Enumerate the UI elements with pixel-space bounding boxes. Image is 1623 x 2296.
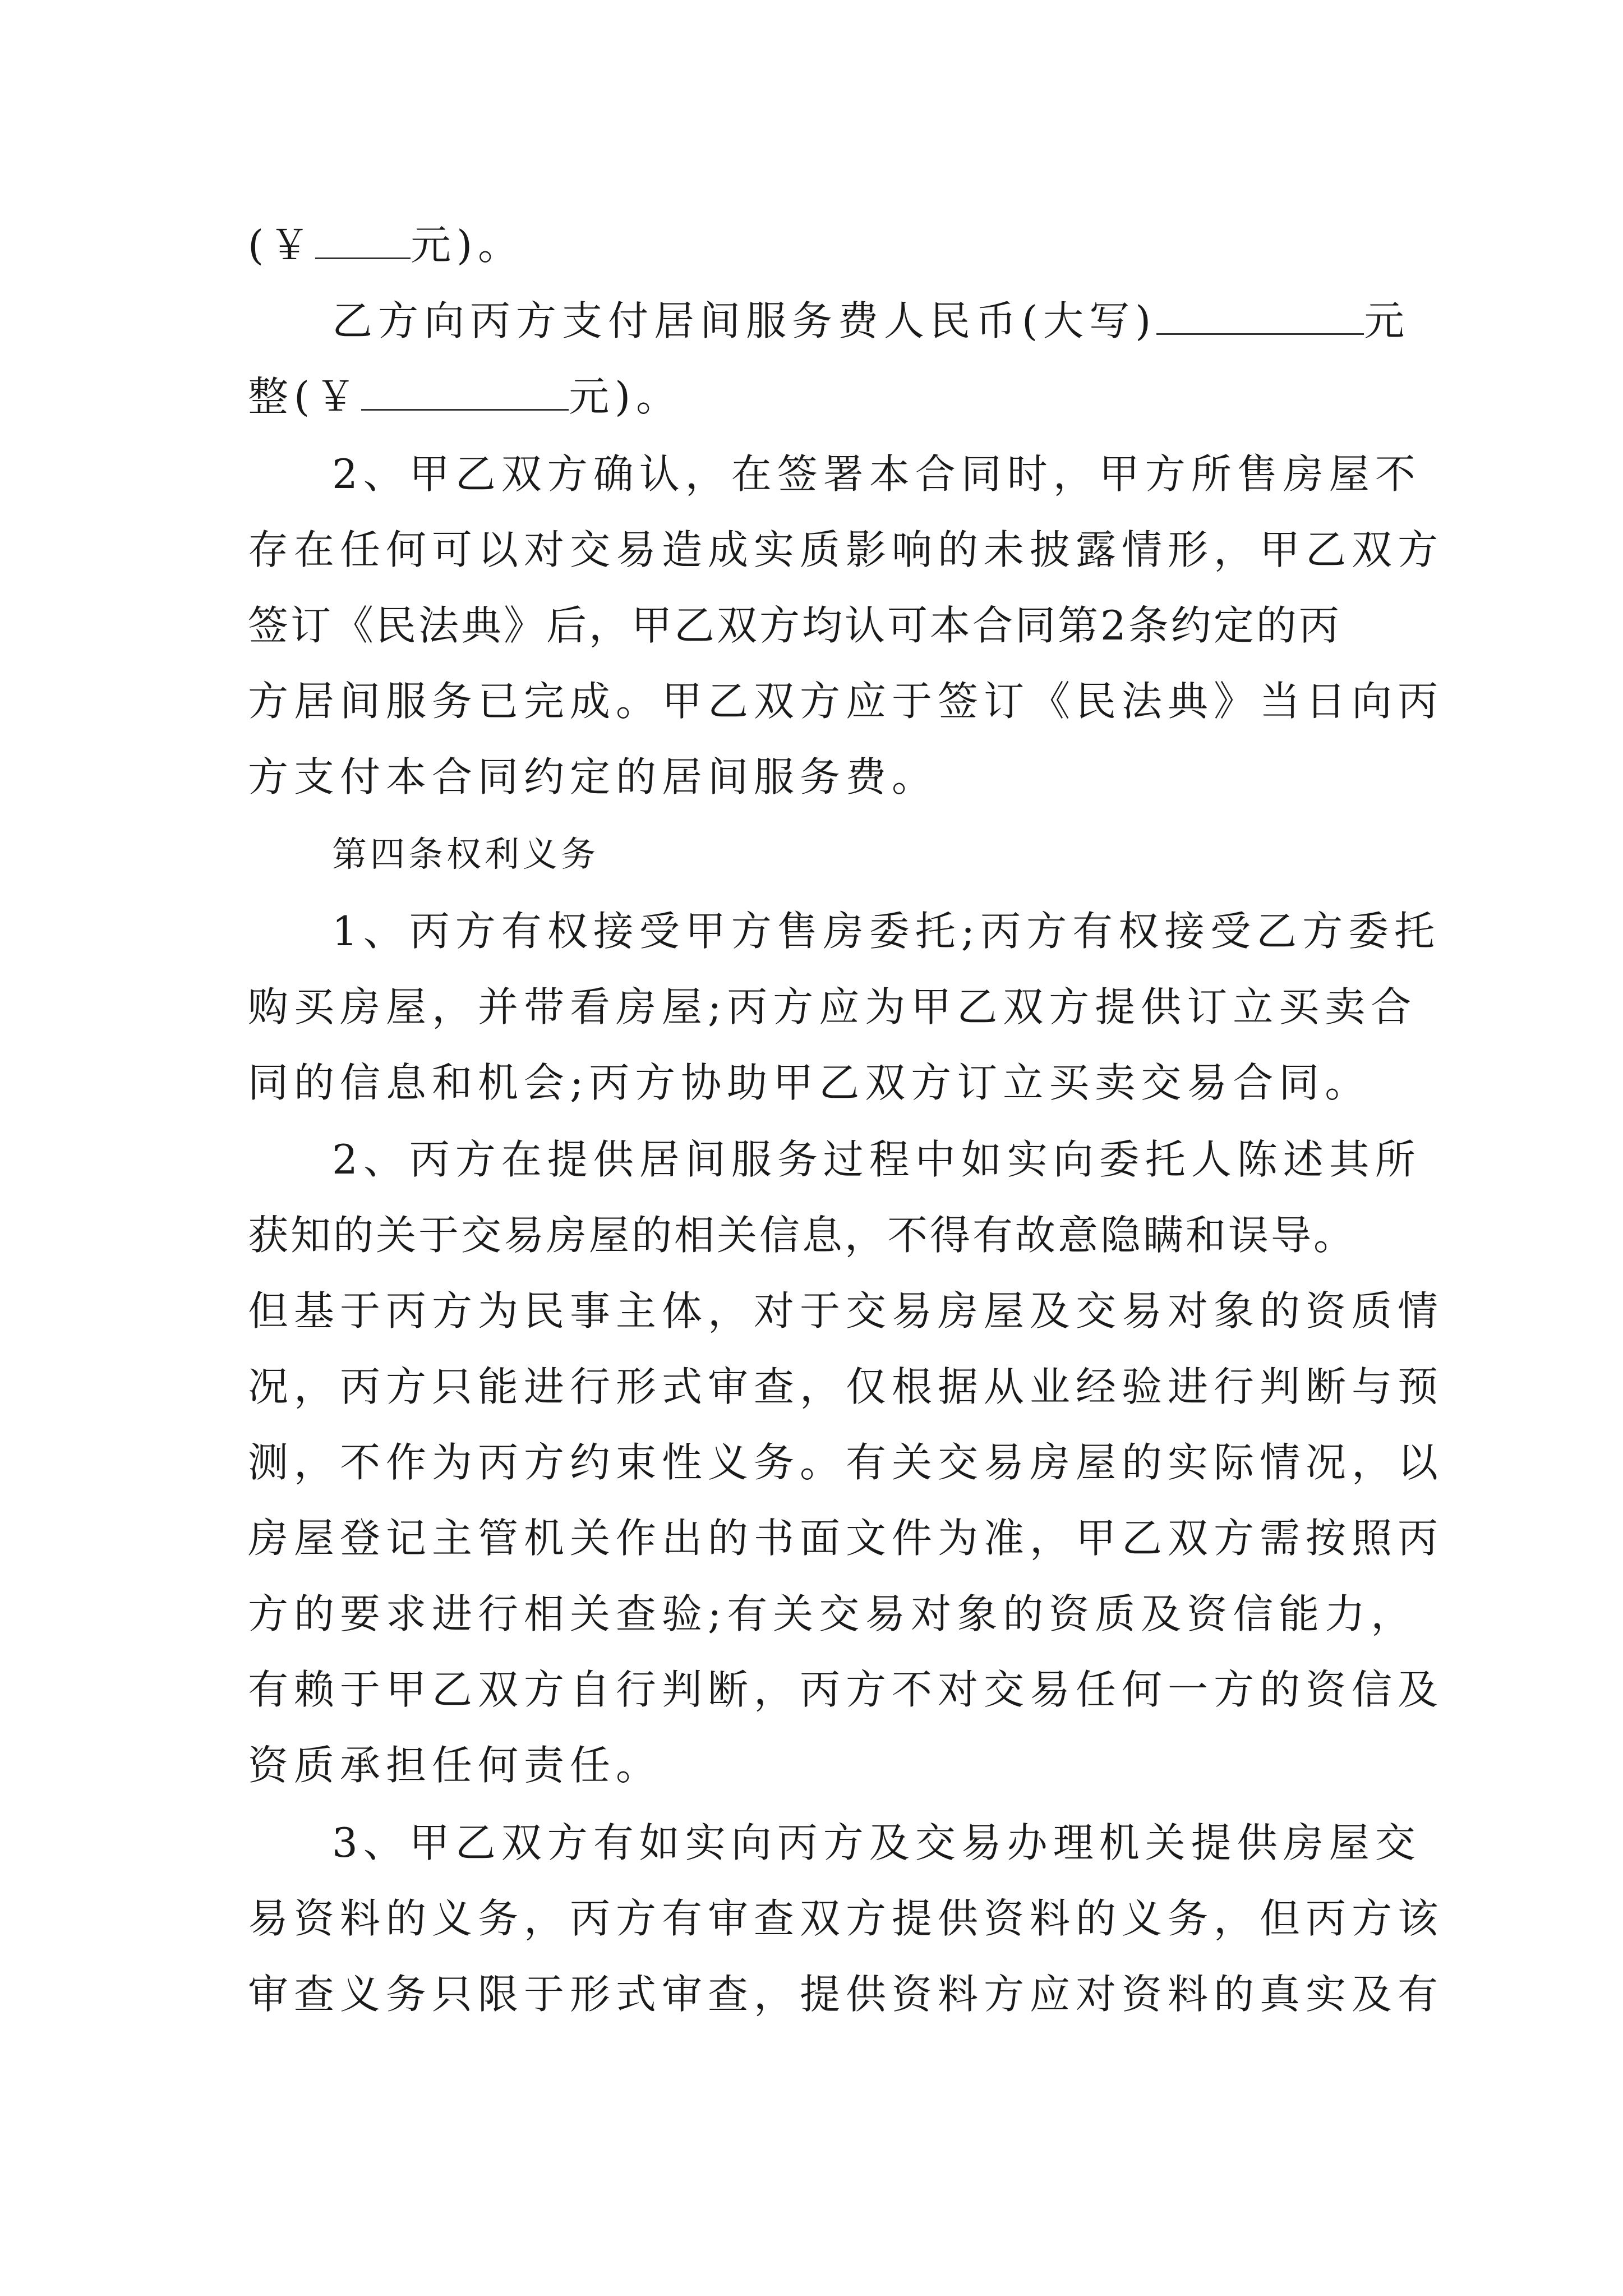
text-line-13: 获知的关于交易房屋的相关信息，不得有故意隐瞒和误导。 xyxy=(248,1212,1357,1259)
text-segment: 乙方向丙方支付居间服务费人民币(大写) xyxy=(332,297,1157,344)
text-line-9: 1、丙方有权接受甲方售房委托;丙方有权接受乙方委托 xyxy=(332,908,1441,955)
text-segment: (￥ xyxy=(248,222,316,269)
text-line-1 xyxy=(248,214,524,276)
text-line-18: 方的要求进行相关查验;有关交易对象的资质及资信能力， xyxy=(248,1590,1417,1637)
text-line-10: 购买房屋，并带看房屋;丙方应为甲乙双方提供订立买卖合 xyxy=(248,983,1417,1030)
text-line-21: 3、甲乙双方有如实向丙方及交易办理机关提供房屋交 xyxy=(332,1819,1421,1866)
text-line-2 xyxy=(332,290,1410,352)
text-line-15: 况，丙方只能进行形式审查，仅根据从业经验进行判断与预 xyxy=(248,1363,1444,1410)
text-line-17: 房屋登记主管机关作出的书面文件为准，甲乙双方需按照丙 xyxy=(248,1515,1444,1562)
text-line-23: 审查义务只限于形式审查，提供资料方应对资料的真实及有 xyxy=(248,1971,1444,2018)
text-segment: 整(￥ xyxy=(248,373,362,420)
text-line-8: 方支付本合同约定的居间服务费。 xyxy=(248,753,938,800)
text-line-19: 有赖于甲乙双方自行判断，丙方不对交易任何一方的资信及 xyxy=(248,1666,1444,1713)
text-line-14: 但基于丙方为民事主体，对于交易房屋及交易对象的资质情 xyxy=(248,1287,1444,1335)
text-line-7: 方居间服务已完成。甲乙双方应于签订《民法典》当日向丙 xyxy=(248,678,1444,725)
blank-field-amount xyxy=(315,223,411,259)
blank-field-amount xyxy=(361,374,569,411)
blank-field-uppercase-amount xyxy=(1156,298,1364,335)
text-line-5: 存在任何可以对交易造成实质影响的未披露情形，甲乙双方 xyxy=(248,526,1444,573)
text-line-16: 测，不作为丙方约束性义务。有关交易房屋的实际情况，以 xyxy=(248,1439,1444,1486)
text-line-12: 2、丙方在提供居间服务过程中如实向委托人陈述其所 xyxy=(332,1136,1421,1183)
text-segment: 元 xyxy=(1364,297,1410,344)
text-line-20: 资质承担任何责任。 xyxy=(248,1742,662,1789)
text-line-4: 2、甲乙双方确认，在签署本合同时，甲方所售房屋不 xyxy=(332,450,1421,498)
text-segment: 元)。 xyxy=(569,373,683,420)
text-segment: 元)。 xyxy=(411,222,524,269)
section-heading-4: 第四条权利义务 xyxy=(332,834,600,875)
text-line-6: 签订《民法典》后，甲乙双方均认可本合同第2条约定的丙 xyxy=(248,602,1341,649)
text-line-22: 易资料的义务，丙方有审查双方提供资料的义务，但丙方该 xyxy=(248,1895,1444,1942)
text-line-3 xyxy=(248,366,682,427)
text-line-11: 同的信息和机会;丙方协助甲乙双方订立买卖交易合同。 xyxy=(248,1059,1371,1106)
